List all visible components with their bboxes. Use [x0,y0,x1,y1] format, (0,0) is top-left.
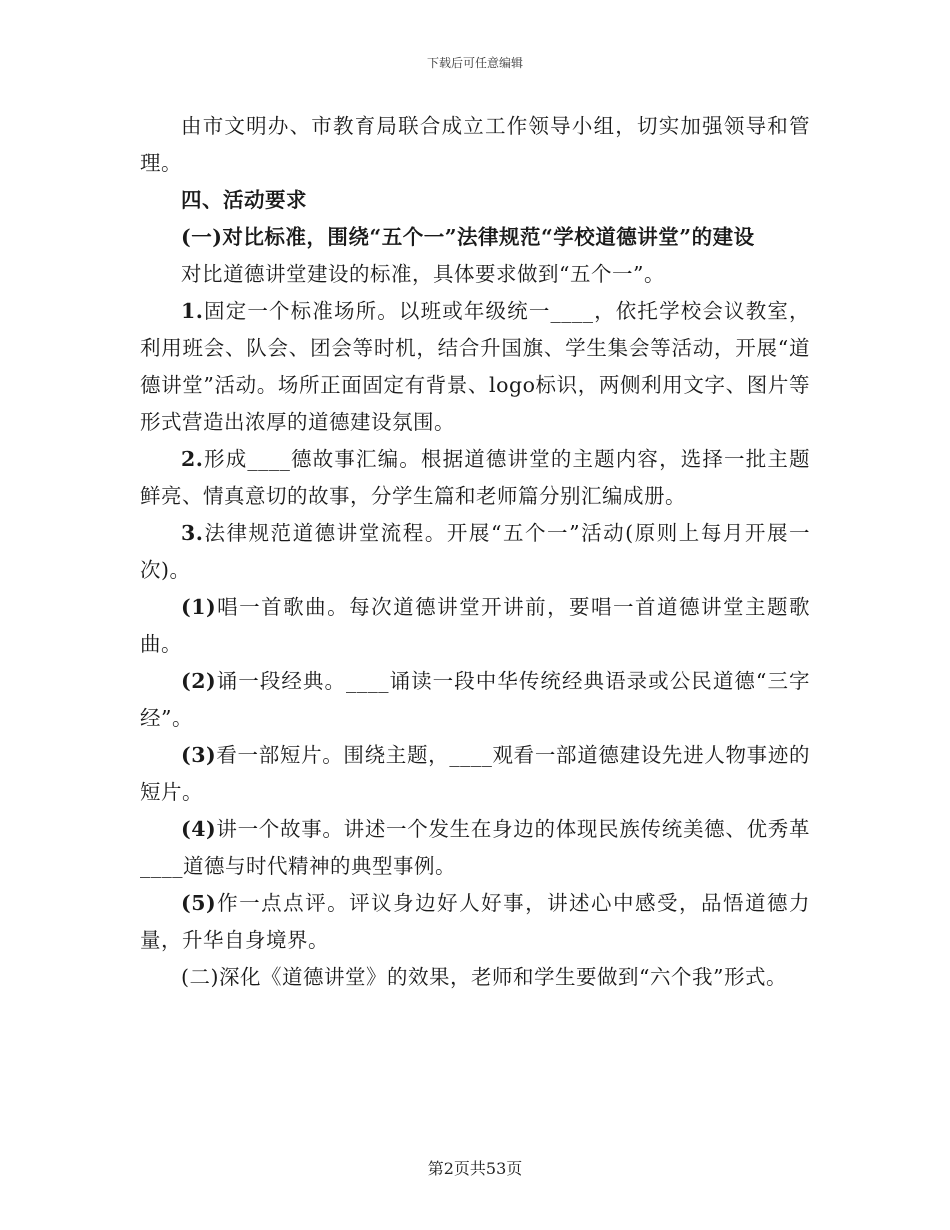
sub-item-text: 看一部短片。围绕主题，____观看一部道德建设先进人物事迹的短片。 [140,743,810,804]
paragraph-five-ones-intro [140,256,810,293]
paragraph-six-me [140,959,810,996]
list-item-number: 3. [181,521,204,545]
list-item-text: 固定一个标准场所。以班或年级统一____，依托学校会议教室，利用班会、队会、团会等时机，结合升国旗、学生集会等活动，开展“道德讲堂”活动。场所正面固定有背景、logo标识，两侧利用文字、图片等形式营造出浓厚的道德建设氛围。 [140,299,810,434]
paragraph-text: 对比道德讲堂建设的标准，具体要求做到“五个一”。 [181,262,665,286]
paragraph-text: (二)深化《道德讲堂》的效果，老师和学生要做到“六个我”形式。 [181,965,787,989]
sub-item-number: (3) [181,743,217,767]
sub-item-number: (5) [181,891,217,915]
sub-item-4 [140,811,810,885]
list-item-1 [140,293,810,441]
sub-item-3 [140,737,810,811]
sub-item-1 [140,589,810,663]
paragraph-text: 由市文明办、市教育局联合成立工作领导小组，切实加强领导和管理。 [140,114,810,175]
list-item-text: 法律规范道德讲堂流程。开展“五个一”活动(原则上每月开展一次)。 [140,521,810,582]
paragraph-leadership [140,108,810,182]
sub-item-text: 唱一首歌曲。每次道德讲堂开讲前，要唱一首道德讲堂主题歌曲。 [140,595,810,656]
sub-item-number: (4) [181,817,217,841]
list-item-number: 2. [181,447,204,471]
page-footer: 第2页共53页 [427,1159,523,1178]
sub-item-text: 作一点点评。评议身边好人好事，讲述心中感受，品悟道德力量，升华自身境界。 [140,891,810,952]
list-item-2 [140,441,810,515]
list-item-number: 1. [181,299,204,323]
list-item-text: 形成____德故事汇编。根据道德讲堂的主题内容，选择一批主题鲜亮、情真意切的故事，分学生篇和老师篇分别汇编成册。 [140,447,810,508]
list-item-3 [140,515,810,589]
sub-item-5 [140,885,810,959]
page-header: 下载后可任意编辑 [426,56,523,70]
sub-item-number: (2) [181,669,217,693]
sub-item-2 [140,663,810,737]
sub-item-text: 讲一个故事。讲述一个发生在身边的体现民族传统美德、优秀革____道德与时代精神的典型事例。 [140,817,810,878]
sub-item-number: (1) [181,595,217,619]
sub-item-text: 诵一段经典。____诵读一段中华传统经典语录或公民道德“三字经”。 [140,669,810,730]
heading-text: (一)对比标准，围绕“五个一”法律规范“学校道德讲堂”的建设 [181,225,755,249]
heading-text: 四、活动要求 [181,188,307,212]
section-heading-requirements [140,182,810,219]
document-body [140,108,810,996]
subsection-heading-standards [140,219,810,256]
